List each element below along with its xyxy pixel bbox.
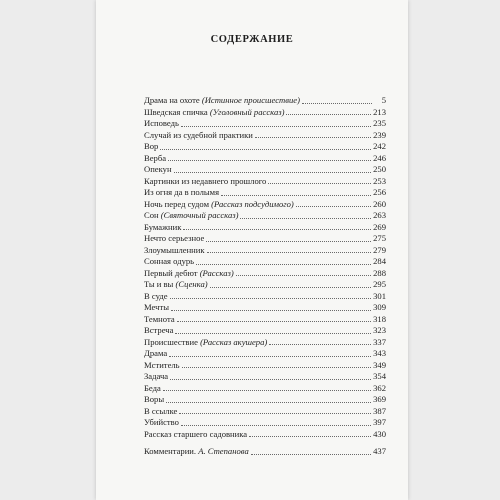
toc-page-number: 437 bbox=[373, 446, 386, 456]
toc-entry-title bbox=[144, 394, 164, 406]
dot-leader bbox=[236, 275, 371, 276]
dot-leader bbox=[251, 454, 371, 455]
dot-leader bbox=[181, 425, 371, 426]
toc-entry bbox=[144, 130, 386, 142]
dot-leader bbox=[221, 195, 371, 196]
toc-entry-subtitle: (Рассказ) bbox=[199, 267, 234, 278]
toc-entry-title bbox=[144, 325, 173, 337]
toc-entry bbox=[144, 222, 386, 234]
toc-entry-title-text: Исповедь bbox=[144, 118, 179, 128]
toc-entry-title-text: Рассказ старшего садовника bbox=[144, 428, 248, 439]
toc-entry-title-text: Опекун bbox=[144, 164, 172, 174]
dot-leader bbox=[286, 114, 371, 115]
toc-entry bbox=[144, 210, 386, 222]
table-of-contents bbox=[144, 95, 386, 458]
toc-page-number: 323 bbox=[373, 325, 386, 335]
toc-page-number: 369 bbox=[373, 394, 386, 404]
toc-entry-title bbox=[144, 360, 180, 372]
toc-page-number: 295 bbox=[373, 279, 386, 289]
toc-entry-subtitle: (Святочный рассказ) bbox=[160, 210, 239, 220]
toc-entry-title bbox=[144, 406, 177, 418]
dot-leader bbox=[269, 344, 371, 345]
toc-entry-title-text: Сонная одурь bbox=[144, 256, 195, 266]
dot-leader bbox=[166, 402, 371, 403]
toc-entry-title bbox=[144, 233, 204, 245]
dot-leader bbox=[183, 229, 371, 230]
toc-entry-subtitle: (Рассказ подсудимого) bbox=[211, 198, 294, 209]
dot-leader bbox=[182, 367, 372, 368]
toc-entry-title bbox=[144, 371, 168, 383]
dot-leader bbox=[268, 183, 371, 184]
toc-page-number: 343 bbox=[373, 348, 386, 358]
dot-leader bbox=[255, 137, 371, 138]
toc-entry bbox=[144, 153, 386, 165]
toc-entry bbox=[144, 406, 386, 418]
toc-entry-title bbox=[144, 245, 205, 257]
toc-entry bbox=[144, 164, 386, 176]
toc-entry-title bbox=[144, 153, 166, 165]
toc-entry-title-text: Темнота bbox=[144, 313, 175, 324]
toc-entry bbox=[144, 337, 386, 349]
toc-entry bbox=[144, 417, 386, 429]
toc-entry-title-text: Случай из судебной практики bbox=[144, 129, 253, 140]
toc-entry-title bbox=[144, 417, 179, 429]
toc-entry bbox=[144, 107, 386, 119]
dot-leader bbox=[171, 310, 371, 311]
toc-entry-subtitle: А. Степанова bbox=[198, 446, 249, 456]
dot-leader bbox=[210, 287, 371, 288]
toc-page-number: 430 bbox=[373, 428, 386, 439]
toc-entry-title-text: Мечты bbox=[144, 302, 169, 312]
toc-entry bbox=[144, 360, 386, 372]
toc-page-number: 260 bbox=[373, 198, 386, 209]
toc-entry-subtitle: (Сценка) bbox=[175, 279, 208, 289]
toc-entry-title bbox=[144, 268, 234, 280]
dot-leader bbox=[163, 390, 371, 391]
toc-entry bbox=[144, 348, 386, 360]
toc-entry bbox=[144, 291, 386, 303]
toc-entry-title bbox=[144, 429, 247, 441]
toc-entry-subtitle: (Рассказ акушера) bbox=[200, 336, 268, 347]
dot-leader bbox=[240, 218, 371, 219]
toc-entry-title-text: Картинки из недавнего прошлого bbox=[144, 175, 267, 186]
toc-entry-title-text: Происшествие bbox=[144, 336, 198, 347]
toc-entry-title-text: Убийство bbox=[144, 417, 179, 427]
toc-entry-title bbox=[144, 337, 267, 349]
toc-entry-title bbox=[144, 130, 253, 142]
toc-page-number: 354 bbox=[373, 371, 386, 381]
dot-leader bbox=[206, 241, 371, 242]
toc-entry-title-text: В суде bbox=[144, 290, 168, 301]
toc-page-number: 5 bbox=[381, 95, 386, 105]
toc-page-number: 309 bbox=[373, 302, 386, 312]
toc-entry bbox=[144, 268, 386, 280]
toc-entry-title-text: Встреча bbox=[144, 325, 174, 335]
toc-entry-title-text: Первый дебют bbox=[144, 267, 198, 278]
dot-leader bbox=[296, 206, 371, 207]
dot-leader bbox=[207, 252, 372, 253]
toc-entry-title bbox=[144, 199, 294, 211]
dot-leader bbox=[196, 264, 371, 265]
toc-entry-title-text: Драма на охоте bbox=[144, 95, 200, 105]
toc-entry-title-text: Сон bbox=[144, 210, 159, 220]
toc-page-number: 242 bbox=[373, 141, 386, 151]
toc-entry-title bbox=[144, 291, 168, 303]
toc-entry-title-text: Вор bbox=[144, 141, 159, 151]
toc-page-number: 337 bbox=[373, 336, 386, 347]
toc-entry bbox=[144, 141, 386, 153]
toc-entry-title bbox=[144, 302, 169, 314]
toc-entry-title-text: Беда bbox=[144, 382, 161, 393]
toc-entry-title bbox=[144, 279, 208, 291]
toc-entry-subtitle: (Уголовный рассказ) bbox=[209, 106, 285, 117]
toc-page-number: 349 bbox=[373, 359, 386, 370]
toc-page-number: 235 bbox=[373, 118, 386, 128]
toc-entry-title bbox=[144, 187, 219, 199]
dot-leader bbox=[170, 298, 372, 299]
toc-entry bbox=[144, 256, 386, 268]
toc-page-number: 213 bbox=[373, 106, 386, 117]
toc-entry-title-text: Мститель bbox=[144, 359, 180, 370]
dot-leader bbox=[302, 103, 372, 104]
toc-page-number: 362 bbox=[373, 382, 386, 393]
toc-entry-title-text: Бумажник bbox=[144, 221, 182, 232]
toc-entry bbox=[144, 325, 386, 337]
toc-entry-title-text: Ты и вы bbox=[144, 279, 174, 289]
toc-entry bbox=[144, 245, 386, 257]
toc-entry-title-text: Воры bbox=[144, 394, 165, 404]
toc-entry bbox=[144, 233, 386, 245]
toc-entry-title-text: Задача bbox=[144, 371, 169, 381]
toc-entry-title-text: Драма bbox=[144, 348, 168, 358]
toc-entry bbox=[144, 279, 386, 291]
toc-page-number: 256 bbox=[373, 187, 386, 197]
toc-entry-title bbox=[144, 107, 284, 119]
toc-page-number: 387 bbox=[373, 405, 386, 416]
toc-entry-title bbox=[144, 95, 300, 107]
toc-page-number: 279 bbox=[373, 244, 386, 255]
toc-entry bbox=[144, 371, 386, 383]
dot-leader bbox=[169, 356, 371, 357]
toc-entry bbox=[144, 118, 386, 130]
toc-page-number: 263 bbox=[373, 210, 386, 220]
dot-leader bbox=[179, 413, 371, 414]
dot-leader bbox=[160, 149, 371, 150]
toc-entry bbox=[144, 187, 386, 199]
toc-page-number: 246 bbox=[373, 152, 386, 163]
toc-entry-title bbox=[144, 446, 249, 458]
toc-page-number: 301 bbox=[373, 290, 386, 301]
toc-entry bbox=[144, 199, 386, 211]
toc-entry bbox=[144, 176, 386, 188]
toc-page-number: 397 bbox=[373, 417, 386, 427]
toc-entry bbox=[144, 314, 386, 326]
page-heading: СОДЕРЖАНИЕ bbox=[210, 34, 294, 45]
toc-entry-title bbox=[144, 210, 238, 222]
dot-leader bbox=[177, 321, 371, 322]
toc-page-number: 250 bbox=[373, 164, 386, 174]
toc-entry-title bbox=[144, 383, 161, 395]
toc-entry bbox=[144, 429, 386, 441]
toc-entry-title-text: В ссылке bbox=[144, 405, 178, 416]
toc-entry bbox=[144, 383, 386, 395]
toc-entry-title bbox=[144, 222, 181, 234]
toc-page-number: 269 bbox=[373, 221, 386, 232]
toc-entry-title bbox=[144, 164, 172, 176]
toc-entry-title-text: Ночь перед судом bbox=[144, 198, 210, 209]
dot-leader bbox=[249, 436, 371, 437]
toc-entry-title-text: Верба bbox=[144, 152, 167, 163]
toc-entry-title bbox=[144, 348, 167, 360]
toc-comments-entry bbox=[144, 446, 386, 458]
toc-entry bbox=[144, 95, 386, 107]
toc-entry-title-text: Из огня да в полымя bbox=[144, 187, 220, 197]
toc-entry-title bbox=[144, 256, 194, 268]
toc-entry-title-text: Комментарии. bbox=[144, 446, 197, 456]
toc-page-number: 284 bbox=[373, 256, 386, 266]
toc-page-number: 253 bbox=[373, 175, 386, 186]
dot-leader bbox=[170, 379, 371, 380]
dot-leader bbox=[181, 126, 371, 127]
toc-entry-title bbox=[144, 176, 266, 188]
toc-entry-title bbox=[144, 314, 175, 326]
toc-entry-title bbox=[144, 141, 158, 153]
dot-leader bbox=[175, 333, 371, 334]
toc-entry-subtitle: (Истинное происшествие) bbox=[201, 95, 300, 105]
toc-entry-title bbox=[144, 118, 179, 130]
book-page bbox=[96, 0, 408, 500]
toc-page-number: 239 bbox=[373, 129, 386, 140]
toc-entry-title-text: Нечто серьезное bbox=[144, 233, 205, 243]
toc-page-number: 275 bbox=[373, 233, 386, 243]
toc-page-number: 318 bbox=[373, 313, 386, 324]
toc-entry-title-text: Злоумышленник bbox=[144, 244, 205, 255]
dot-leader bbox=[168, 160, 371, 161]
toc-entry bbox=[144, 302, 386, 314]
toc-entry-title-text: Шведская спичка bbox=[144, 106, 208, 117]
toc-entry bbox=[144, 394, 386, 406]
dot-leader bbox=[174, 172, 372, 173]
toc-page-number: 288 bbox=[373, 267, 386, 278]
